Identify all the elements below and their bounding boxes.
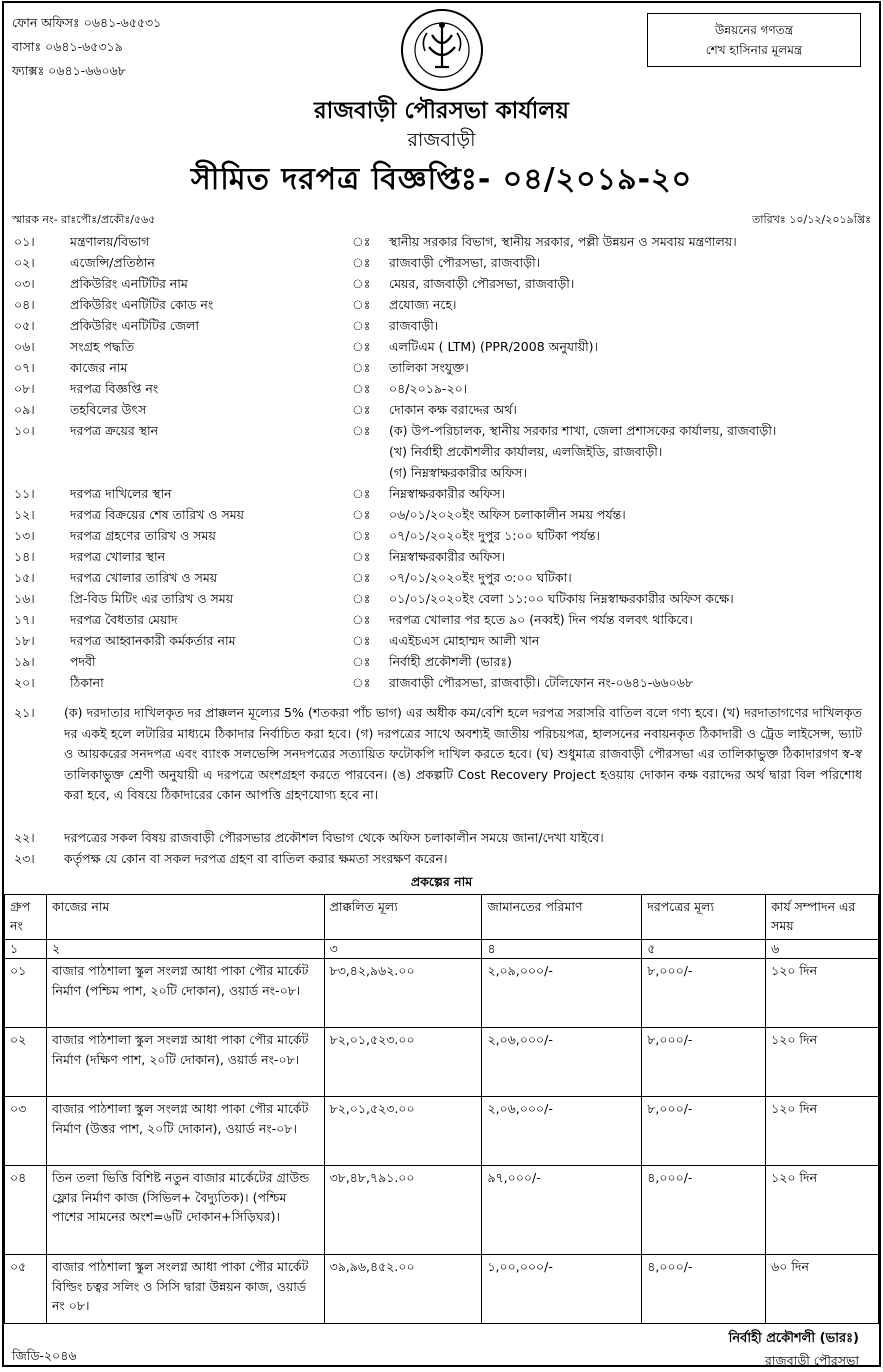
- row-colon: ঃ: [352, 507, 371, 522]
- row-colon: ঃ: [352, 570, 371, 585]
- conditions-text: (ক) দরদাতার দাখিলকৃত দর প্রাক্কলন মূল্যের 5% (শতকরা পাঁচ ভাগ) এর অধীক কম/বেশি হলে দরপত্র সরাসরি বাতিল বলে গণ্য হবে। (খ) দরদাতাগণের দাখিলকৃত দর একই হলে লটারির মাধ্যমে ঠিকাদার নির্বাচিত করা হবে। (গ) দরপত্রের সাথে অবশ্যই জাতীয় পরিচয়পত্র, হালসনের নবায়নকৃত ঠিকাদারী ও ট্রেড লাইসেন্স, ভ্যাট ও আয়করের সনদপত্র এবং ব্যাংক সলভেন্সি সনদপত্রের সত্যায়িত ফটোকপি দাখিল করতে হবে। (ঘ) শুধুমাত্র রাজবাড়ী পৌরসভা এর তালিকাভুক্ত ঠিকাদারগণ স্ব-স্ব তালিকাভুক্ত শ্রেণী অনুযায়ী এ দরপত্রে অংশগ্রহণ করতে পারবেন। (ঙ) প্রকল্পটি Cost Recovery Project হওয়ায় দোকান কক্ষ বরাদ্দের অর্থ দ্বারা বিল পরিশোধ করা হবে, এ বিষয়ে ঠিকাদারের কোন আপত্তি গ্রহণযোগ্য হবে না।: [64, 705, 862, 802]
- row-number: ০৫।: [14, 318, 35, 333]
- info-row: [14, 651, 869, 672]
- info-row: [14, 483, 869, 504]
- completion-time: ৬০ দিন: [766, 1255, 879, 1324]
- column-header: দরপত্রের মূল্য: [642, 895, 766, 940]
- completion-time: ১২০ দিন: [766, 1097, 879, 1166]
- row-value: নির্বাহী প্রকৌশলী (ভারঃ): [389, 654, 512, 669]
- work-name: তিন তলা ভিত্তি বিশিষ্ট নতুন বাজার মার্কেটের গ্রাউন্ড ফ্লোর নির্মাণ কাজ (সিভিল+ বৈদ্যুতিক)। (পশ্চিম পাশের সামনের অংশ=৬টি দোকান+সিড়িঘর)।: [46, 1166, 324, 1255]
- row-colon: ঃ: [352, 612, 371, 627]
- row-label: দরপত্র দাখিলের স্থান: [70, 486, 172, 501]
- row-colon: ঃ: [352, 339, 371, 354]
- tender-price: ৪,০০০/-: [642, 1166, 766, 1255]
- tender-price: ৪,০০০/-: [642, 1255, 766, 1324]
- info-row: [14, 231, 869, 252]
- row-number: ২১।: [14, 705, 35, 720]
- row-label: দরপত্র গ্রহণের তারিখ ও সময়: [70, 528, 216, 543]
- work-name: বাজার পাঠশালা স্কুল সংলগ্ন আধা পাকা পৌর মার্কেট নির্মাণ (পশ্চিম পাশ, ২০টি দোকান), ওয়ার্ড নং-০৮।: [46, 959, 324, 1028]
- estimated-cost: ৮৩,৪২,৯৬২.০০: [324, 959, 482, 1028]
- row-number: ১৪।: [14, 549, 35, 564]
- row-colon: ঃ: [352, 654, 371, 669]
- row-value: স্থানীয় সরকার বিভাগ, স্থানীয় সরকার, পল্লী উন্নয়ন ও সমবায় মন্ত্রণালয়।: [389, 234, 737, 249]
- row-label: সংগ্রহ পদ্ধতি: [70, 339, 135, 354]
- column-index: ৬: [766, 940, 879, 959]
- row-value: দরপত্র খোলার পর হতে ৯০ (নব্বই) দিন পর্যন্ত বলবৎ থাকিবে।: [389, 612, 693, 627]
- office-name: রাজবাড়ী পৌরসভা কার্যালয়: [314, 98, 569, 124]
- row-value: প্রযোজ্য নহে।: [389, 297, 457, 312]
- row-number: ১৫।: [14, 570, 35, 585]
- group-number: ০৪: [5, 1166, 47, 1255]
- row-value: ০৭/০১/২০২০ইং দুপুর ১:০০ ঘটিকা পর্যন্ত।: [389, 528, 600, 543]
- work-name: বাজার পাঠশালা স্কুল সংলগ্ন আধা পাকা পৌর মার্কেট বিল্ডিং চত্বর সলিং ও সিসি দ্বারা উন্নয়ন কাজ, ওয়ার্ড নং ০৮।: [46, 1255, 324, 1324]
- row-number: ১৯।: [14, 654, 35, 669]
- municipality-logo: [399, 7, 485, 93]
- row-value: [389, 420, 869, 483]
- row-number: ১৮।: [14, 633, 35, 648]
- work-name: বাজার পাঠশালা স্কুল সংলগ্ন আধা পাকা পৌর মার্কেট নির্মাণ (দক্ষিণ পাশ, ২০টি দোকান), ওয়ার্ড নং-০৮।: [46, 1028, 324, 1097]
- fax-number: ফ্যাক্সঃ ০৬৪১-৬৬০৬৮: [12, 63, 126, 78]
- row-value: ০১/০১/২০২০ইং বেলা ১১:০০ ঘটিকায় নিম্নস্বাক্ষরকারীর অফিস কক্ষে।: [389, 591, 734, 606]
- completion-time: ১২০ দিন: [766, 1166, 879, 1255]
- column-index: ৪: [482, 940, 642, 959]
- row-value: নিম্নস্বাক্ষরকারীর অফিস।: [389, 549, 506, 564]
- tender-notice-page: [2, 1, 881, 1367]
- row-colon: ঃ: [352, 402, 371, 417]
- row-number: ১০।: [14, 423, 35, 438]
- row-number: ১৩।: [14, 528, 35, 543]
- row-number: ০২।: [14, 255, 35, 270]
- column-header: প্রাক্কলিত মূল্য: [324, 895, 482, 940]
- info-row: [14, 252, 869, 273]
- row-number: ০৪।: [14, 297, 35, 312]
- purchase-place-b: (খ) নির্বাহী প্রকৌশলীর কার্যালয়, এলজিইডি, রাজবাড়ী।: [389, 444, 663, 459]
- completion-time: ১২০ দিন: [766, 1028, 879, 1097]
- row-colon: ঃ: [352, 675, 371, 690]
- row-colon: ঃ: [352, 549, 371, 564]
- signer-office: রাজবাড়ী পৌরসভা: [765, 1353, 859, 1368]
- row-number: ১২।: [14, 507, 35, 522]
- row-colon: ঃ: [352, 591, 371, 606]
- info-row: [14, 504, 869, 525]
- notice-date: তারিখঃ ১০/১২/২০১৯খ্রিঃ: [752, 213, 871, 226]
- info-row: [14, 609, 869, 630]
- info-row: [14, 672, 869, 693]
- column-header: জামানতের পরিমাণ: [482, 895, 642, 940]
- conditions-paragraph: [14, 703, 862, 806]
- estimated-cost: ৩৯,৯৬,৪৫২.০০: [324, 1255, 482, 1324]
- row-number: ২৩।: [14, 851, 35, 866]
- row-label: কাজের নাম: [70, 360, 128, 375]
- row-number: ১১।: [14, 486, 35, 501]
- tender-price: ৮,০০০/-: [642, 1097, 766, 1166]
- row-colon: ঃ: [352, 528, 371, 543]
- tender-price: ৮,০০০/-: [642, 959, 766, 1028]
- row-value: তালিকা সংযুক্ত।: [389, 360, 469, 375]
- info-row: [14, 294, 869, 315]
- row-number: ০৭।: [14, 360, 35, 375]
- purchase-place-c: (গ) নিম্নস্বাক্ষরকারীর অফিস।: [389, 465, 528, 480]
- motto-box: [647, 13, 861, 67]
- row-number: ২২।: [14, 830, 35, 845]
- security-amount: ১,০০,০০০/-: [482, 1255, 642, 1324]
- info-row: [14, 315, 869, 336]
- estimated-cost: ৮২,০১,৫২৩.০০: [324, 1028, 482, 1097]
- info-row: [14, 546, 869, 567]
- column-header: গ্রুপ নং: [5, 895, 47, 940]
- row-number: ০৬।: [14, 339, 35, 354]
- row-colon: ঃ: [352, 360, 371, 375]
- office-location: রাজবাড়ী: [407, 129, 476, 151]
- row-colon: ঃ: [352, 423, 371, 438]
- row-colon: ঃ: [352, 234, 371, 249]
- row-number: ০৮।: [14, 381, 35, 396]
- signature-block: [729, 1328, 859, 1372]
- info-row: [14, 525, 869, 546]
- row-value: রাজবাড়ী পৌরসভা, রাজবাড়ী। টেলিফোন নং-০৬৪১-৬৬০৬৮: [389, 675, 694, 690]
- row-label: দরপত্র বিক্রয়ের শেষ তারিখ ও সময়: [70, 507, 245, 522]
- row-value: নিম্নস্বাক্ষরকারীর অফিস।: [389, 486, 506, 501]
- notice-title: সীমিত দরপত্র বিজ্ঞপ্তিঃ- ০৪/২০১৯-২০: [190, 162, 693, 197]
- row-value: রাজবাড়ী।: [389, 318, 439, 333]
- row-label: তহবিলের উৎস: [70, 402, 147, 417]
- group-number: ০৩: [5, 1097, 47, 1166]
- tender-price: ৮,০০০/-: [642, 1028, 766, 1097]
- row-label: দরপত্র আহ্বানকারী কর্মকর্তার নাম: [70, 633, 236, 648]
- contact-block: [12, 11, 161, 83]
- info-row: [14, 588, 869, 609]
- info-row: [14, 827, 869, 848]
- table-index-row: [5, 940, 879, 959]
- security-amount: ৯৭,০০০/-: [482, 1166, 642, 1255]
- row-value: এএইচএস মোহাম্মদ আলী খান: [389, 633, 540, 648]
- row-number: ১৭।: [14, 612, 35, 627]
- row-label: দরপত্র বৈধতার মেয়াদ: [70, 612, 178, 627]
- row-colon: ঃ: [352, 255, 371, 270]
- row-label: পদবী: [70, 654, 96, 669]
- office-phone: ফোন অফিসঃ ০৬৪১-৬৫৫৩১: [12, 15, 162, 30]
- group-number: ০১: [5, 959, 47, 1028]
- info-list: [14, 231, 869, 693]
- row-colon: ঃ: [352, 297, 371, 312]
- completion-time: ১২০ দিন: [766, 959, 879, 1028]
- info-row: [14, 357, 869, 378]
- motto-line-1: উন্নয়নের গণতন্ত্র: [714, 23, 794, 37]
- table-title: প্রকল্পের নাম: [410, 874, 473, 889]
- memo-number: স্মারক নং- রাঃপৌঃ/প্রকৌঃ/৫৬৫: [12, 213, 156, 226]
- row-label: দরপত্র বিজ্ঞপ্তি নং: [70, 381, 159, 396]
- row-label: প্রকিউরিং এনটিটির কোড নং: [70, 297, 214, 312]
- info-row: [14, 273, 869, 294]
- row-number: ০১।: [14, 234, 35, 249]
- info-row: [14, 378, 869, 399]
- row-value: ০৪/২০১৯-২০।: [389, 381, 468, 396]
- row-number: ০৩।: [14, 276, 35, 291]
- row-colon: ঃ: [352, 381, 371, 396]
- column-index: ৫: [642, 940, 766, 959]
- motto-line-2: শেখ হাসিনার মূলমন্ত্র: [705, 43, 803, 57]
- row-colon: ঃ: [352, 633, 371, 648]
- group-number: ০২: [5, 1028, 47, 1097]
- row-colon: ঃ: [352, 486, 371, 501]
- row-label: এজেন্সি/প্রতিষ্ঠান: [70, 255, 155, 270]
- row-value: দোকান কক্ষ বরাদ্দের অর্থ।: [389, 402, 517, 417]
- estimated-cost: ৩৮,৪৮,৭৯১.০০: [324, 1166, 482, 1255]
- info-row: [14, 630, 869, 651]
- signer-title: নির্বাহী প্রকৌশলী (ভারঃ): [728, 1331, 859, 1346]
- row-value: এলটিএম ( LTM) (PPR/2008 অনুযায়ী)।: [389, 339, 599, 354]
- row-number: ০৯।: [14, 402, 35, 417]
- column-index: ১: [5, 940, 47, 959]
- info-row: [14, 336, 869, 357]
- security-amount: ২,০৬,০০০/-: [482, 1028, 642, 1097]
- group-number: ০৫: [5, 1255, 47, 1324]
- row-number: ২০।: [14, 675, 35, 690]
- table-row: [5, 1097, 879, 1166]
- purchase-place-a: (ক) উপ-পরিচালক, স্থানীয় সরকার শাখা, জেলা প্রশাসকের কার্যালয়, রাজবাড়ী।: [389, 423, 777, 438]
- final-notes: [14, 827, 869, 869]
- gd-code: জিডি-২০৪৬: [12, 1348, 77, 1363]
- column-header: কাজের নাম: [46, 895, 324, 940]
- row-value: মেয়র, রাজবাড়ী পৌরসভা, রাজবাড়ী।: [389, 276, 575, 291]
- row-colon: ঃ: [352, 318, 371, 333]
- row-label: দরপত্র খোলার স্থান: [70, 549, 166, 564]
- table-row: [5, 1028, 879, 1097]
- row-value: ০৬/০১/২০২০ইং অফিস চলাকালীন সময় পর্যন্ত।: [389, 507, 626, 522]
- work-name: বাজার পাঠশালা স্কুল সংলগ্ন আধা পাকা পৌর মার্কেট নির্মাণ (উত্তর পাশ, ২০টি দোকান), ওয়ার্ড নং-০৮।: [46, 1097, 324, 1166]
- row-number: ১৬।: [14, 591, 35, 606]
- estimated-cost: ৮২,০১,৫২৩.০০: [324, 1097, 482, 1166]
- table-row: [5, 1166, 879, 1255]
- security-amount: ২,০৯,০০০/-: [482, 959, 642, 1028]
- works-table: [4, 894, 879, 1324]
- row-value: রাজবাড়ী পৌরসভা, রাজবাড়ী।: [389, 255, 541, 270]
- info-row: [14, 567, 869, 588]
- row-label: দরপত্র খোলার তারিখ ও সময়: [70, 570, 218, 585]
- table-row: [5, 959, 879, 1028]
- note-text: দরপত্রের সকল বিষয় রাজবাড়ী পৌরসভার প্রকৌশল বিভাগ থেকে অফিস চলাকালীন সময়ে জানা/দেখা যাইবে।: [64, 830, 604, 845]
- security-amount: ২,০৬,০০০/-: [482, 1097, 642, 1166]
- row-label: দরপত্র ক্রয়ের স্থান: [70, 423, 159, 438]
- column-header: কার্য সম্পাদন এর সময়: [766, 895, 879, 940]
- row-label: ঠিকানা: [70, 675, 104, 690]
- table-header-row: [5, 895, 879, 940]
- column-index: ৩: [324, 940, 482, 959]
- row-label: প্রকিউরিং এনটিটির নাম: [70, 276, 188, 291]
- table-row: [5, 1255, 879, 1324]
- row-label: মন্ত্রণালয়/বিভাগ: [70, 234, 150, 249]
- row-label: প্রি-বিড মিটিং এর তারিখ ও সময়: [70, 591, 234, 606]
- info-row: [14, 399, 869, 420]
- info-row: [14, 848, 869, 869]
- row-value: ০৭/০১/২০২০ইং দুপুর ৩:০০ ঘটিকা।: [389, 570, 572, 585]
- note-text: কর্তৃপক্ষ যে কোন বা সকল দরপত্র গ্রহণ বা বাতিল করার ক্ষমতা সংরক্ষণ করেন।: [64, 851, 448, 866]
- info-row-purchase-places: [14, 420, 869, 483]
- row-label: প্রকিউরিং এনটিটির জেলা: [70, 318, 199, 333]
- column-index: ২: [46, 940, 324, 959]
- home-phone: বাসাঃ ০৬৪১-৬৫৩১৯: [12, 39, 123, 54]
- row-colon: ঃ: [352, 276, 371, 291]
